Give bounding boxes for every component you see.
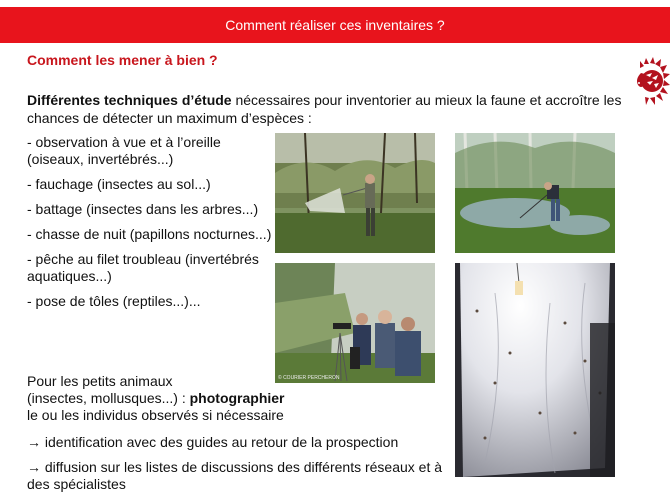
photo-birdwatching-group: [275, 263, 435, 383]
intro-rest: nécessaires pour inventorier au mieux la faune et accroître les chances de détecter un maximum d’espèces :: [27, 92, 622, 126]
header-banner: [0, 7, 670, 43]
photo-sweep-net: [275, 133, 435, 253]
photo-pond-net: [455, 133, 615, 253]
technique-item: - pêche au filet troubleau (invertébrés aquatiques...): [27, 251, 259, 284]
photo-credit: © COURIER PERCHERON: [278, 375, 340, 381]
small-animals-line1: Pour les petits animaux: [27, 373, 173, 389]
photo-night-light-sheet: [455, 263, 615, 477]
small-animals-line3: le ou les individus observés si nécessaire: [27, 407, 284, 423]
diffusion-line: → diffusion sur les listes de discussions des différents réseaux et à des spécialistes: [27, 459, 443, 492]
technique-list: [27, 134, 272, 318]
technique-item: - battage (insectes dans les arbres...): [27, 201, 259, 217]
intro-paragraph: [27, 91, 627, 127]
identification-line: → identification avec des guides au retour de la prospection: [27, 434, 399, 450]
small-animals-line2: (insectes, mollusques...) :: [27, 390, 190, 406]
hedgehog-logo-icon: [632, 55, 670, 113]
small-animals-bold: photographier: [189, 390, 285, 406]
technique-item: - fauchage (insectes au sol...): [27, 176, 211, 192]
intro-bold: Différentes techniques d’étude: [27, 92, 232, 108]
technique-item: - observation à vue et à l’oreille (oiseaux, invertébrés...): [27, 134, 221, 167]
header-title: Comment réaliser ces inventaires ?: [225, 17, 445, 33]
technique-item: - chasse de nuit (papillons nocturnes...): [27, 226, 272, 242]
section-subtitle: Comment les mener à bien ?: [27, 52, 218, 68]
technique-item: - pose de tôles (reptiles...)...: [27, 293, 201, 309]
